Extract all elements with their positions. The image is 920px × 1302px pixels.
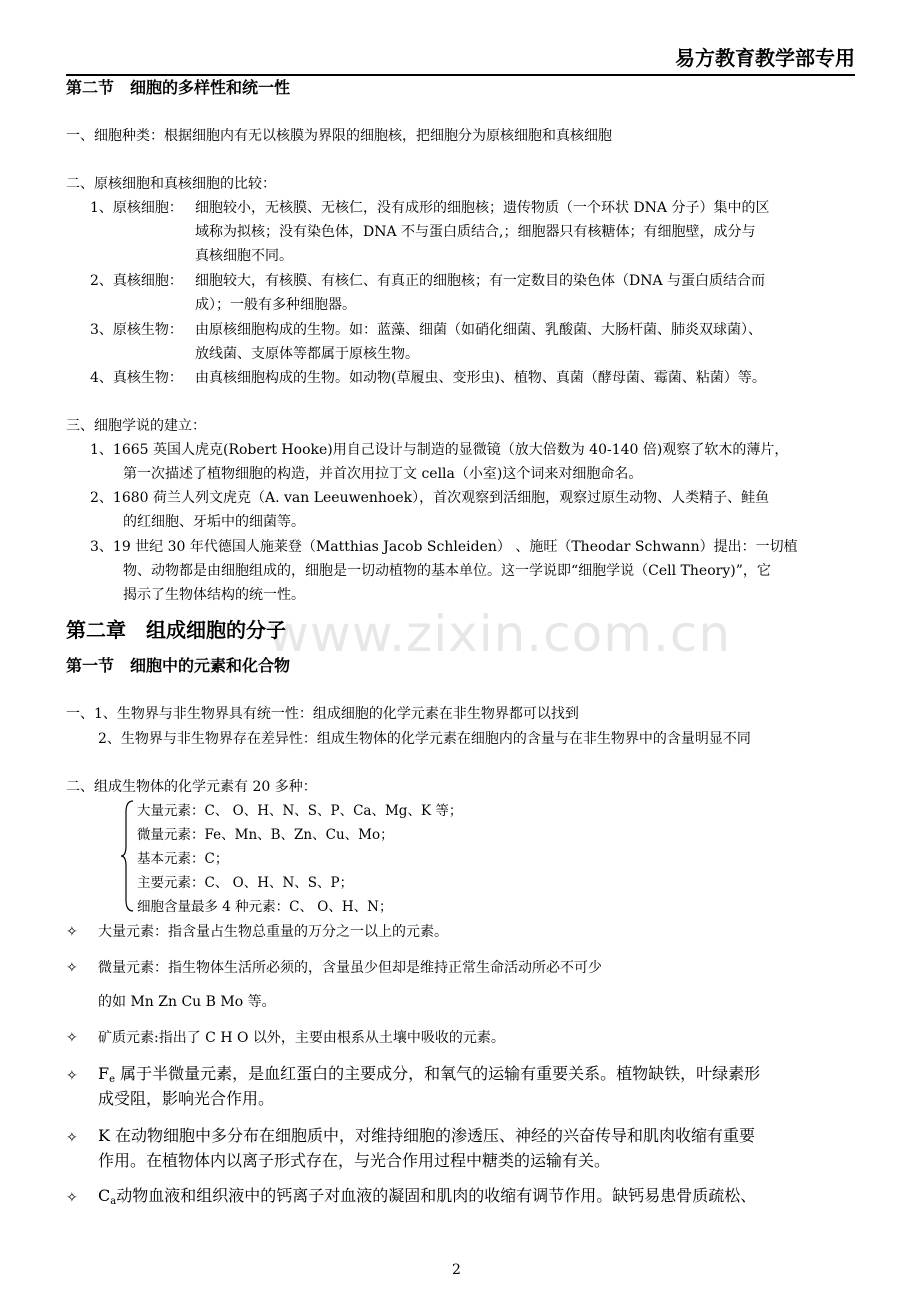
diamond-bullet-icon: ✧ bbox=[66, 924, 78, 940]
comparison-text: 真核细胞不同。 bbox=[195, 248, 293, 264]
section-title: 第二节 细胞的多样性和统一性 bbox=[66, 78, 291, 97]
note-text: K 在动物细胞中多分布在细胞质中，对维持细胞的渗透压、神经的兴奋传导和肌肉收缩有重要 bbox=[98, 1126, 756, 1145]
comparison-text: 放线菌、支原体等都属于原核生物。 bbox=[195, 346, 419, 362]
diamond-bullet-icon: ✧ bbox=[66, 1068, 78, 1084]
diamond-bullet-icon: ✧ bbox=[66, 1030, 78, 1046]
comparison-text: 由真核细胞构成的生物。如动物(草履虫、变形虫)、植物、真菌（酵母菌、霉菌、粘菌）等。 bbox=[195, 370, 766, 386]
note-text: 的如 Mn Zn Cu B Mo 等。 bbox=[98, 994, 276, 1010]
note-text: 成受阻，影响光合作用。 bbox=[98, 1089, 275, 1108]
note-text: 大量元素：指含量占生物总重量的万分之一以上的元素。 bbox=[98, 924, 448, 940]
element-list-item: 主要元素：C、 O、H、N、S、P； bbox=[137, 875, 354, 891]
unity-text: 一、1、生物界与非生物界具有统一性：组成细胞的化学元素在非生物界都可以找到 bbox=[66, 706, 579, 722]
iron-symbol-subscript: e bbox=[109, 1074, 116, 1085]
comparison-label: 4、真核生物： bbox=[90, 370, 183, 386]
note-text: 属于半微量元素，是血红蛋白的主要成分，和氧气的运输有重要关系。植物缺铁，叶绿素形 bbox=[120, 1064, 761, 1083]
element-list-item: 微量元素：Fe、Mn、B、Zn、Cu、Mo； bbox=[137, 827, 394, 843]
calcium-note bbox=[98, 1185, 756, 1207]
page-number: 2 bbox=[452, 1262, 461, 1278]
cell-theory-text: 的红细胞、牙垢中的细菌等。 bbox=[123, 514, 305, 530]
cell-theory-text: 2、1680 荷兰人列文虎克（A. van Leeuwenhoek），首次观察到活细胞，观察过原生动物、人类精子、鲑鱼 bbox=[90, 490, 770, 506]
diamond-bullet-icon: ✧ bbox=[66, 1190, 78, 1206]
comparison-label: 3、原核生物： bbox=[90, 322, 183, 338]
comparison-heading: 二、原核细胞和真核细胞的比较： bbox=[66, 176, 276, 192]
unity-text: 2、生物界与非生物界存在差异性：组成生物体的化学元素在细胞内的含量与在非生物界中的含量明显不同 bbox=[98, 731, 751, 747]
comparison-text: 由原核细胞构成的生物。如：蓝藻、细菌（如硝化细菌、乳酸菌、大肠杆菌、肺炎双球菌）、 bbox=[195, 322, 762, 338]
note-text: 矿质元素:指出了 C H O 以外，主要由根系从土壤中吸收的元素。 bbox=[98, 1030, 505, 1046]
comparison-label: 1、原核细胞： bbox=[90, 200, 183, 216]
elements-heading: 二、组成生物体的化学元素有 20 多种： bbox=[66, 779, 317, 795]
page-header bbox=[66, 40, 855, 76]
element-list-item: 基本元素：C； bbox=[137, 851, 229, 867]
iron-symbol: F bbox=[98, 1064, 110, 1083]
cell-theory-text: 揭示了生物体结构的统一性。 bbox=[123, 587, 305, 603]
calcium-symbol-subscript: a bbox=[110, 1196, 117, 1207]
note-text: 作用。在植物体内以离子形式存在，与光合作用过程中糖类的运输有关。 bbox=[98, 1151, 611, 1170]
cell-theory-text: 1、1665 英国人虎克(Robert Hooke)用自己设计与制造的显微镜（放大倍数为 40-140 倍)观察了软木的薄片， bbox=[90, 442, 789, 458]
comparison-label: 2、真核细胞： bbox=[90, 273, 183, 289]
header-title: 易方教育教学部专用 bbox=[675, 46, 855, 70]
brace-icon bbox=[120, 800, 134, 912]
section-title: 第一节 细胞中的元素和化合物 bbox=[66, 656, 291, 675]
diamond-bullet-icon: ✧ bbox=[66, 1130, 78, 1146]
element-list-item: 大量元素：C、 O、H、N、S、P、Ca、Mg、K 等； bbox=[137, 803, 463, 819]
diamond-bullet-icon: ✧ bbox=[66, 960, 78, 976]
comparison-text: 细胞较大，有核膜、有核仁、有真正的细胞核；有一定数目的染色体（DNA 与蛋白质结合而 bbox=[195, 273, 766, 289]
note-text: 动物血液和组织液中的钙离子对血液的凝固和肌肉的收缩有调节作用。缺钙易患骨质疏松、 bbox=[116, 1186, 757, 1205]
watermark: www.zixin.com.cn bbox=[268, 605, 732, 663]
iron-note bbox=[98, 1063, 760, 1085]
cell-theory-text: 物、动物都是由细胞组成的，细胞是一切动植物的基本单位。这一学说即“细胞学说（Cell Theory)”，它 bbox=[123, 563, 771, 579]
cell-types-text: 一、细胞种类：根据细胞内有无以核膜为界限的细胞核，把细胞分为原核细胞和真核细胞 bbox=[66, 128, 612, 144]
cell-theory-heading: 三、细胞学说的建立： bbox=[66, 418, 206, 434]
comparison-text: 成）；一般有多种细胞器。 bbox=[195, 297, 356, 313]
element-list-item: 细胞含量最多 4 种元素：C、 O、H、N； bbox=[137, 899, 393, 915]
cell-theory-text: 3、19 世纪 30 年代德国人施莱登（Matthias Jacob Schleiden） 、施旺（Theodar Schwann）提出：一切植 bbox=[90, 539, 798, 555]
calcium-symbol: C bbox=[98, 1186, 111, 1205]
chapter-title: 第二章 组成细胞的分子 bbox=[66, 618, 286, 642]
comparison-text: 域称为拟核；没有染色体，DNA 不与蛋白质结合,；细胞器只有核糖体；有细胞壁，成分与 bbox=[195, 224, 756, 240]
note-text: 微量元素：指生物体生活所必须的，含量虽少但却是维持正常生命活动所必不可少 bbox=[98, 960, 602, 976]
comparison-text: 细胞较小，无核膜、无核仁，没有成形的细胞核；遗传物质（一个环状 DNA 分子）集中的区 bbox=[195, 200, 770, 216]
cell-theory-text: 第一次描述了植物细胞的构造，并首次用拉丁文 cella（小室)这个词来对细胞命名。 bbox=[123, 466, 643, 482]
